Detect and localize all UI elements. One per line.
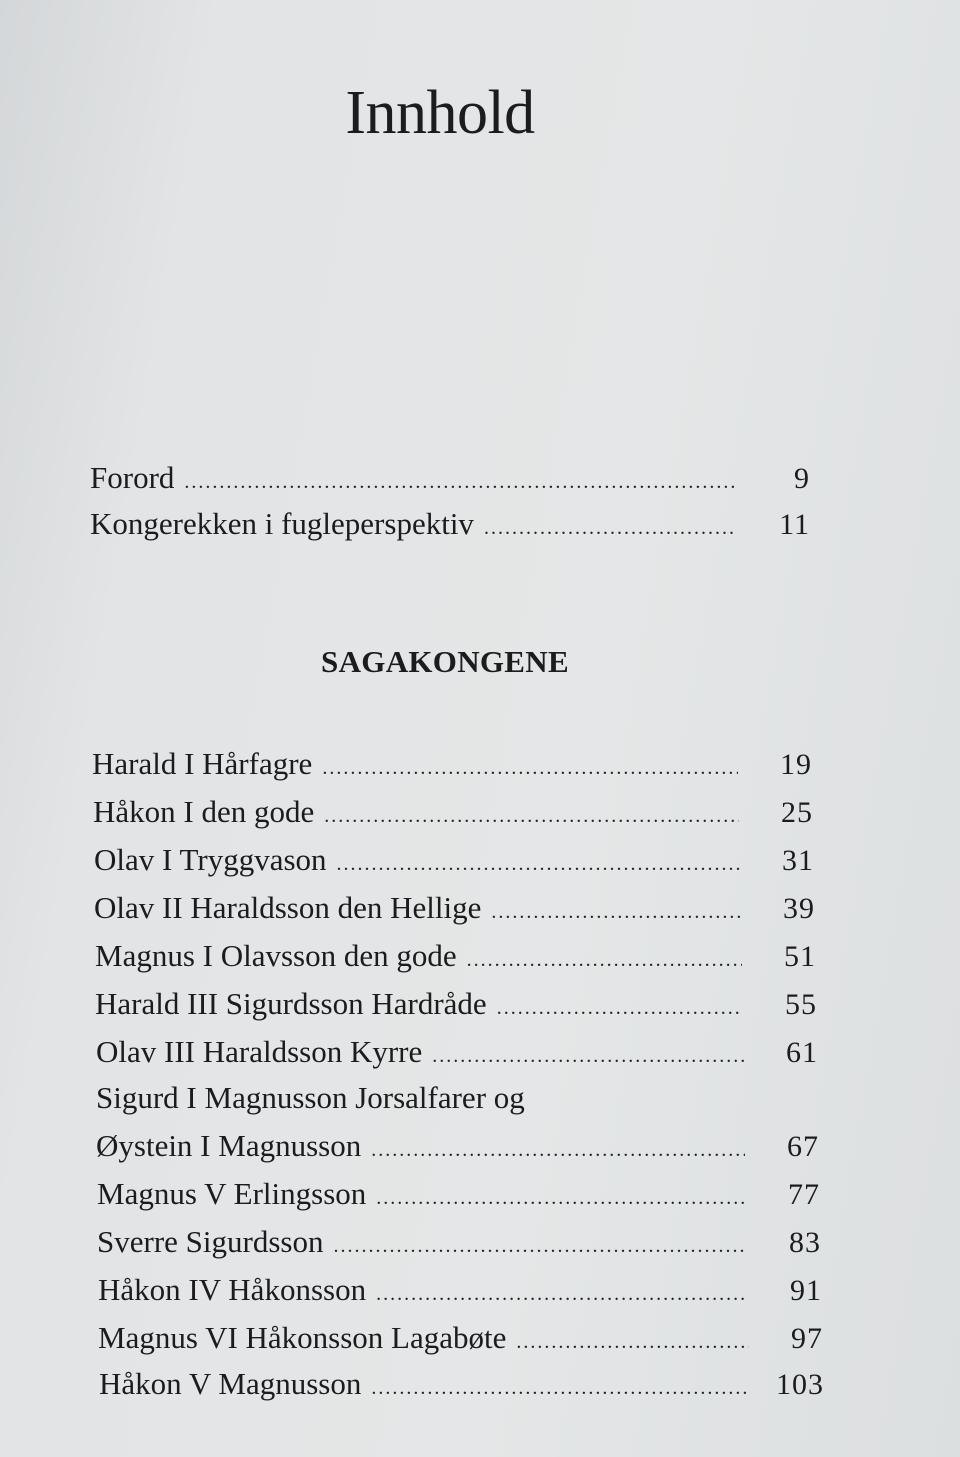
toc-entry — [97, 1178, 820, 1210]
toc-entry-page: 77 — [788, 1178, 820, 1211]
toc-entry-label: Olav I Tryggvason — [94, 842, 327, 877]
dot-leader — [324, 806, 739, 826]
toc-entry-label: Harald I Hårfagre — [92, 746, 313, 781]
dot-leader — [432, 1046, 744, 1066]
toc-entry-label: Øystein I Magnusson — [96, 1128, 362, 1163]
toc-entry-label: Olav III Haraldsson Kyrre — [96, 1034, 423, 1069]
toc-entry-page: 91 — [790, 1274, 822, 1307]
toc-entry-label: Magnus I Olavsson den gode — [95, 938, 457, 973]
toc-entry-label: Magnus V Erlingsson — [97, 1176, 367, 1211]
toc-entry-page: 55 — [785, 988, 817, 1021]
toc-entry-page: 25 — [781, 796, 813, 829]
toc-entry-page: 11 — [779, 508, 810, 541]
toc-entry-page: 31 — [782, 844, 814, 877]
toc-entry — [96, 1130, 819, 1162]
toc-entry-label: Harald III Sigurdsson Hardråde — [95, 986, 487, 1021]
dot-leader — [371, 1140, 745, 1160]
dot-leader — [516, 1332, 749, 1352]
dot-leader — [337, 854, 740, 874]
dot-leader — [497, 998, 743, 1018]
toc-entry-page: 19 — [780, 748, 812, 781]
toc-entry-label: Kongerekken i fugleperspektiv — [90, 506, 474, 541]
toc-entry-page: 67 — [787, 1130, 819, 1163]
dot-leader — [376, 1188, 746, 1208]
toc-entry-label-line1: Sigurd I Magnusson Jorsalfarer og — [96, 1080, 525, 1115]
toc-entry-page: 83 — [789, 1226, 821, 1259]
toc-entry — [98, 1274, 822, 1306]
toc-entry-label: Forord — [90, 460, 175, 495]
toc-entry-label: Håkon IV Håkonsson — [98, 1272, 367, 1307]
toc-entry-page: 39 — [783, 892, 815, 925]
dot-leader — [491, 902, 741, 922]
toc-entry — [98, 1322, 823, 1354]
toc-entry-page: 9 — [794, 462, 810, 495]
section-heading: SAGAKONGENE — [321, 644, 569, 679]
toc-entry — [95, 940, 816, 972]
toc-entry-page: 103 — [776, 1368, 824, 1401]
page-title: Innhold — [345, 79, 535, 147]
toc-entry-page: 51 — [784, 940, 816, 973]
dot-leader — [322, 758, 738, 778]
toc-entry-page: 97 — [791, 1322, 823, 1355]
dot-leader — [484, 518, 736, 538]
toc-entry — [94, 892, 815, 924]
dot-leader — [333, 1236, 747, 1256]
toc-entry-label: Håkon V Magnusson — [99, 1366, 362, 1401]
toc-entry — [96, 1036, 818, 1068]
toc-entry-label: Olav II Haraldsson den Hellige — [94, 890, 482, 925]
toc-entry — [97, 1226, 821, 1258]
toc-entry-label: Sverre Sigurdsson — [97, 1224, 324, 1259]
dot-leader — [184, 472, 736, 492]
toc-entry-label: Håkon I den gode — [93, 794, 315, 829]
toc-entry — [93, 796, 813, 828]
dot-leader — [467, 950, 742, 970]
toc-entry — [90, 508, 810, 540]
toc-entry-page: 61 — [786, 1036, 818, 1069]
toc-entry — [95, 988, 817, 1020]
toc-entry — [99, 1368, 824, 1400]
toc-entry-label: Magnus VI Håkonsson Lagabøte — [98, 1320, 507, 1355]
dot-leader — [371, 1378, 750, 1398]
toc-entry — [92, 748, 812, 780]
toc-entry — [94, 844, 814, 876]
toc-entry — [90, 462, 810, 494]
dot-leader — [376, 1284, 748, 1304]
